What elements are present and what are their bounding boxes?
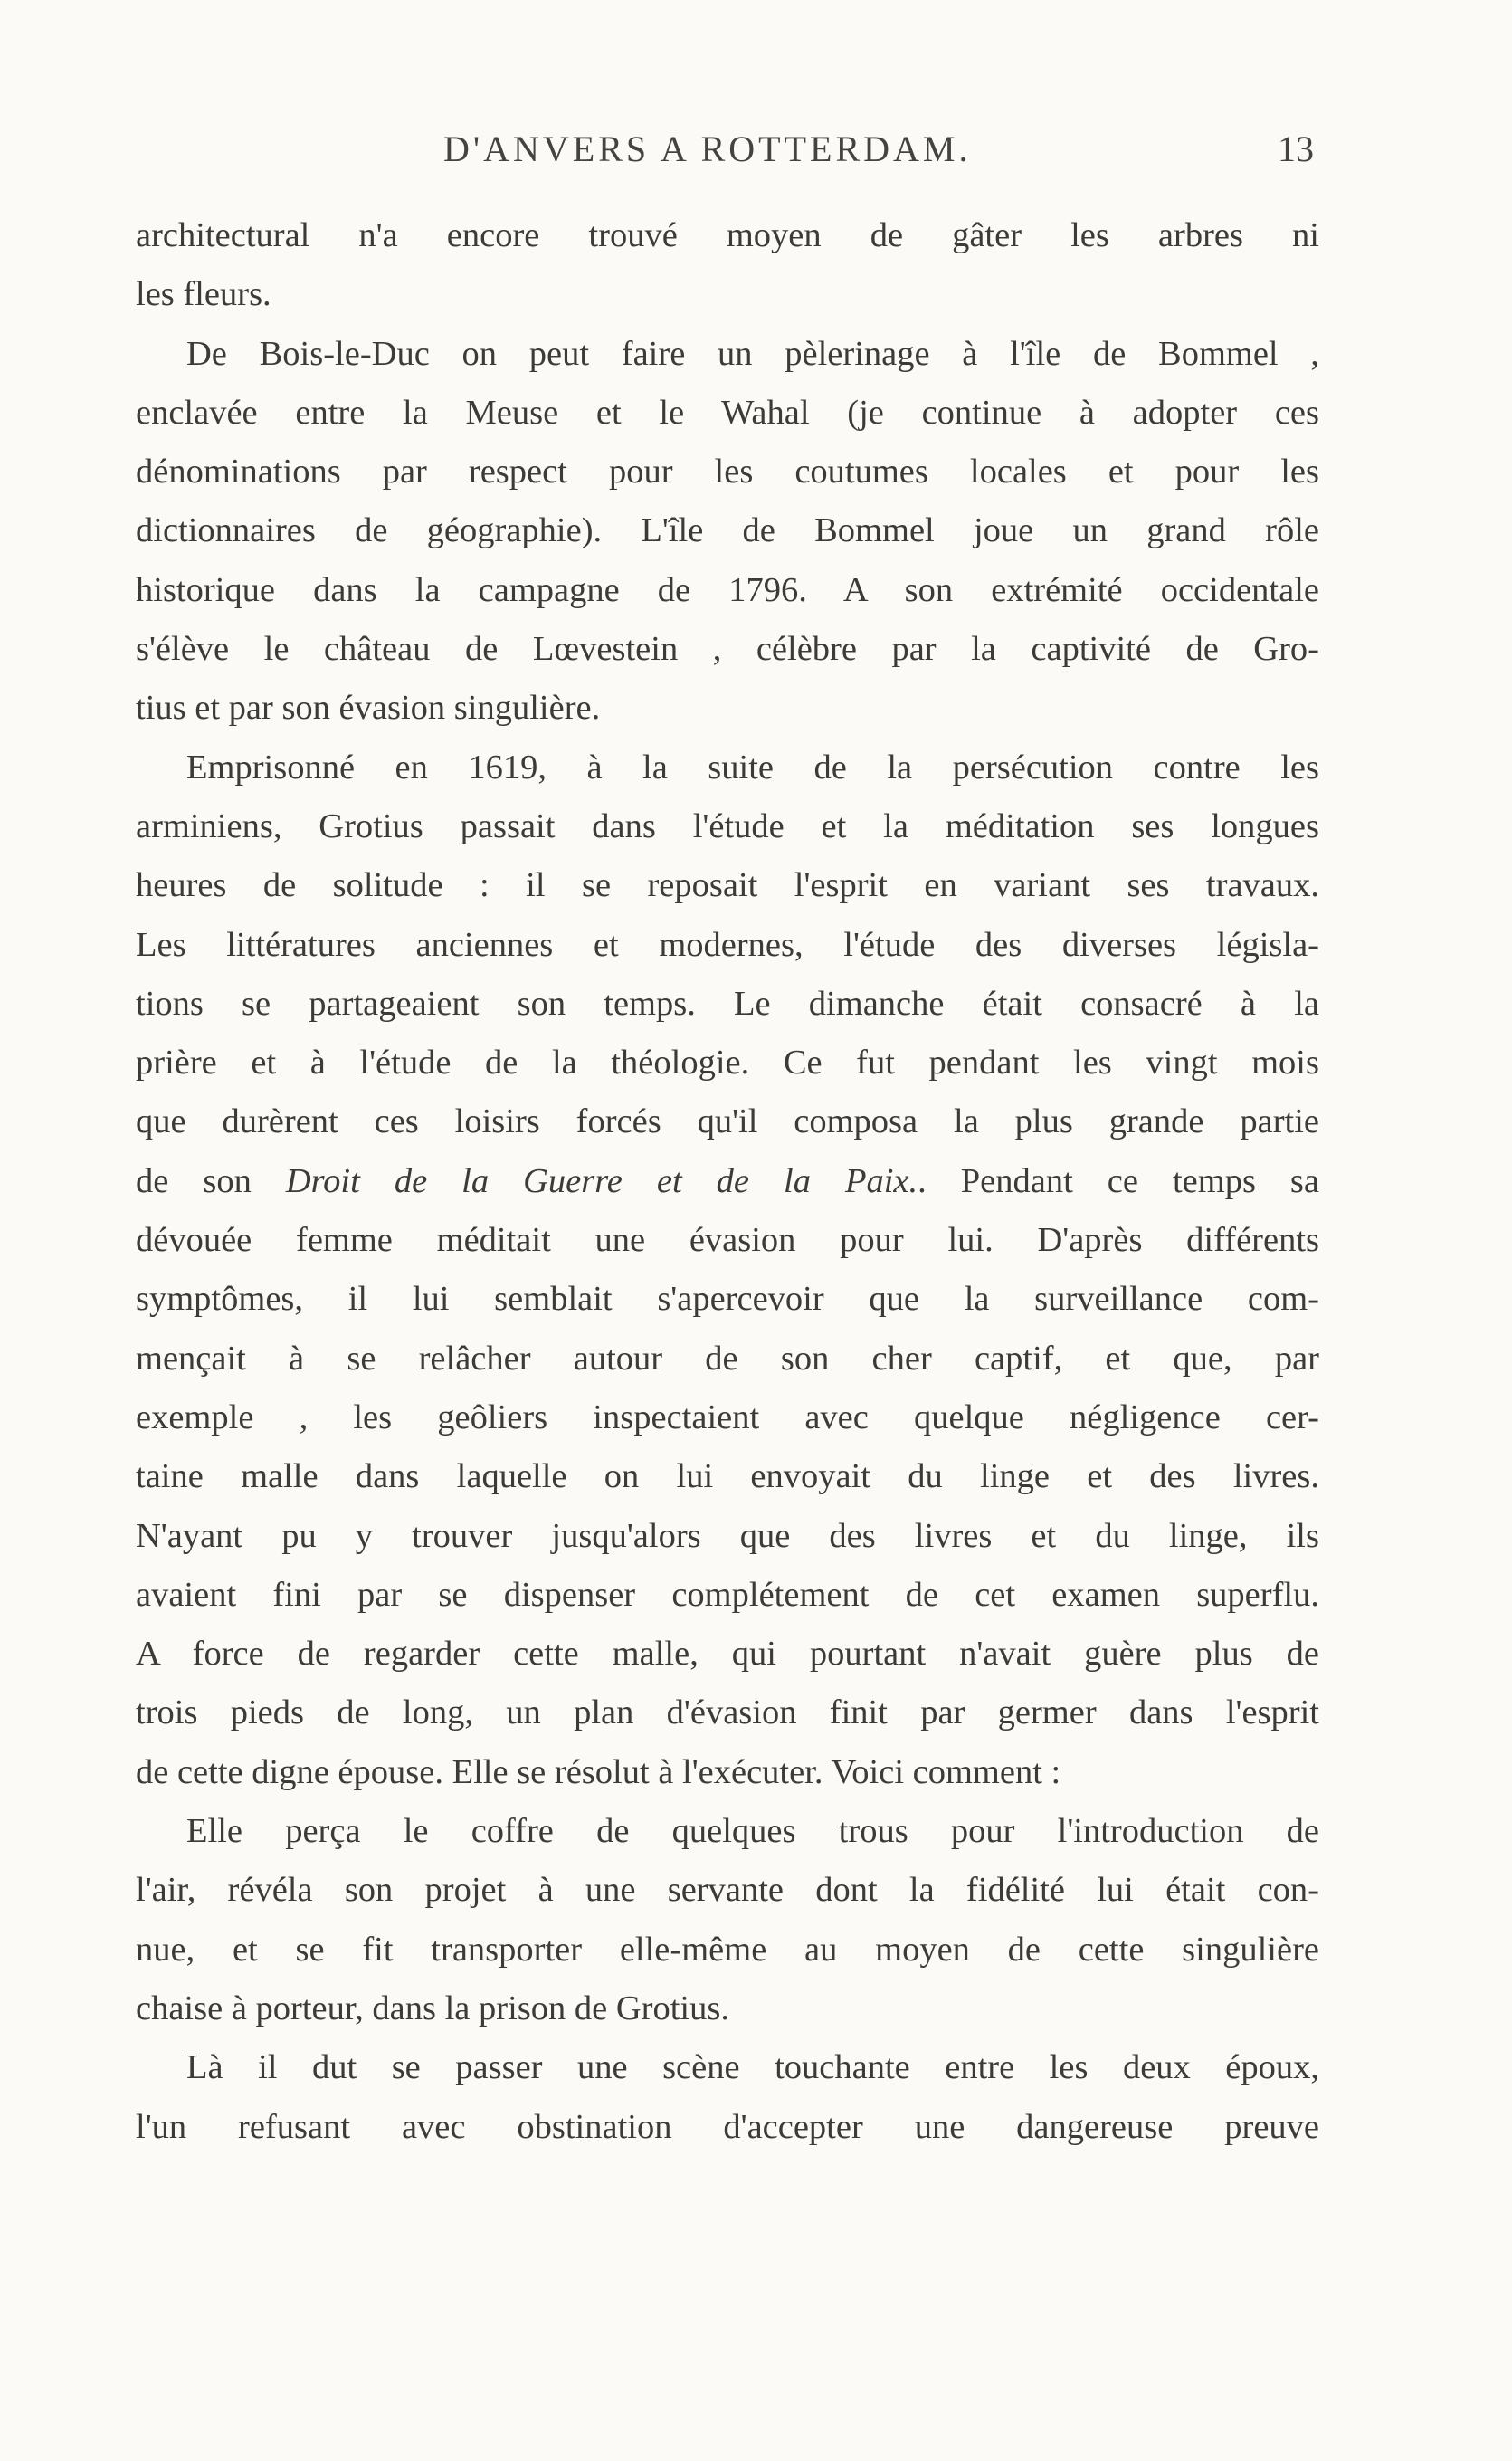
text-line: Là il dut se passer une scène touchante entre les deux époux, <box>186 2048 1319 2087</box>
text-line: arminiens, Grotius passait dans l'étude et la méditation ses longues <box>136 806 1319 845</box>
text-line: symptômes, il lui semblait s'apercevoir que la surveillance com- <box>136 1280 1319 1319</box>
text-line: mençait à se relâcher autour de son cher captif, et que, par <box>136 1339 1319 1378</box>
text-line: tions se partageaient son temps. Le dimanche était consacré à la <box>136 984 1319 1023</box>
text-line: dévouée femme méditait une évasion pour lui. D'après différents <box>136 1221 1319 1260</box>
text-line: l'un refusant avec obstination d'accepter une dangereuse preuve <box>136 2107 1319 2146</box>
page-number: 13 <box>1278 129 1314 169</box>
text-line: Elle perça le coffre de quelques trous pour l'introduction de <box>186 1812 1319 1851</box>
page-header <box>0 127 1512 181</box>
text-line: prière et à l'étude de la théologie. Ce fut pendant les vingt mois <box>136 1044 1319 1083</box>
book-title: Droit de la Guerre et de la Paix. <box>285 1161 918 1200</box>
paragraph-4 <box>136 1802 1319 2038</box>
text-line: nue, et se fit transporter elle-même au moyen de cette singulière <box>136 1930 1319 1969</box>
text-line: De Bois-le-Duc on peut faire un pèlerinage à l'île de Bommel , <box>186 334 1319 373</box>
running-title: D'ANVERS A ROTTERDAM. <box>443 129 972 169</box>
text-line: tius et par son évasion singulière. <box>136 689 601 728</box>
text-line: que durèrent ces loisirs forcés qu'il composa la plus grande partie <box>136 1102 1319 1141</box>
text-line: Les littératures anciennes et modernes, l'étude des diverses législa- <box>136 925 1319 964</box>
text-line: A force de regarder cette malle, qui pourtant n'avait guère plus de <box>136 1635 1319 1674</box>
text-line-with-book-title <box>136 1152 1319 1211</box>
text-line: historique dans la campagne de 1796. A son extrémité occidentale <box>136 570 1319 609</box>
text-line: de cette digne épouse. Elle se résolut à l'exécuter. Voici comment : <box>136 1752 1061 1791</box>
text-line: dénominations par respect pour les coutumes locales et pour les <box>136 453 1319 491</box>
body-text <box>136 206 1319 2157</box>
text-line: trois pieds de long, un plan d'évasion finit par germer dans l'esprit <box>136 1693 1319 1732</box>
text-line: exemple , les geôliers inspectaient avec quelque négligence cer- <box>136 1397 1319 1436</box>
text-line: avaient fini par se dispenser complétement de cet examen superflu. <box>136 1575 1319 1614</box>
text-line: taine malle dans laquelle on lui envoyait du linge et des livres. <box>136 1457 1319 1496</box>
text-line: enclavée entre la Meuse et le Wahal (je continue à adopter ces <box>136 393 1319 432</box>
text-line: architectural n'a encore trouvé moyen de gâter les arbres ni <box>136 216 1319 254</box>
text-segment: de son <box>136 1161 286 1200</box>
text-line: Emprisonné en 1619, à la suite de la persécution contre les <box>186 748 1319 787</box>
text-line: dictionnaires de géographie). L'île de Bommel joue un grand rôle <box>136 511 1319 550</box>
paragraph-5 <box>136 2038 1319 2157</box>
paragraph-3 <box>136 739 1319 1802</box>
text-line: heures de solitude : il se reposait l'esprit en variant ses travaux. <box>136 866 1319 905</box>
text-line: N'ayant pu y trouver jusqu'alors que des livres et du linge, ils <box>136 1516 1319 1555</box>
text-line: les fleurs. <box>136 275 271 314</box>
text-line: chaise à porteur, dans la prison de Grotius. <box>136 1989 729 2027</box>
paragraph-1 <box>136 206 1319 325</box>
text-segment: . Pendant ce temps sa <box>918 1161 1319 1200</box>
text-line: s'élève le château de Lœvestein , célèbre par la captivité de Gro- <box>136 630 1319 669</box>
paragraph-2 <box>136 325 1319 739</box>
text-line: l'air, révéla son projet à une servante dont la fidélité lui était con- <box>136 1871 1319 1910</box>
